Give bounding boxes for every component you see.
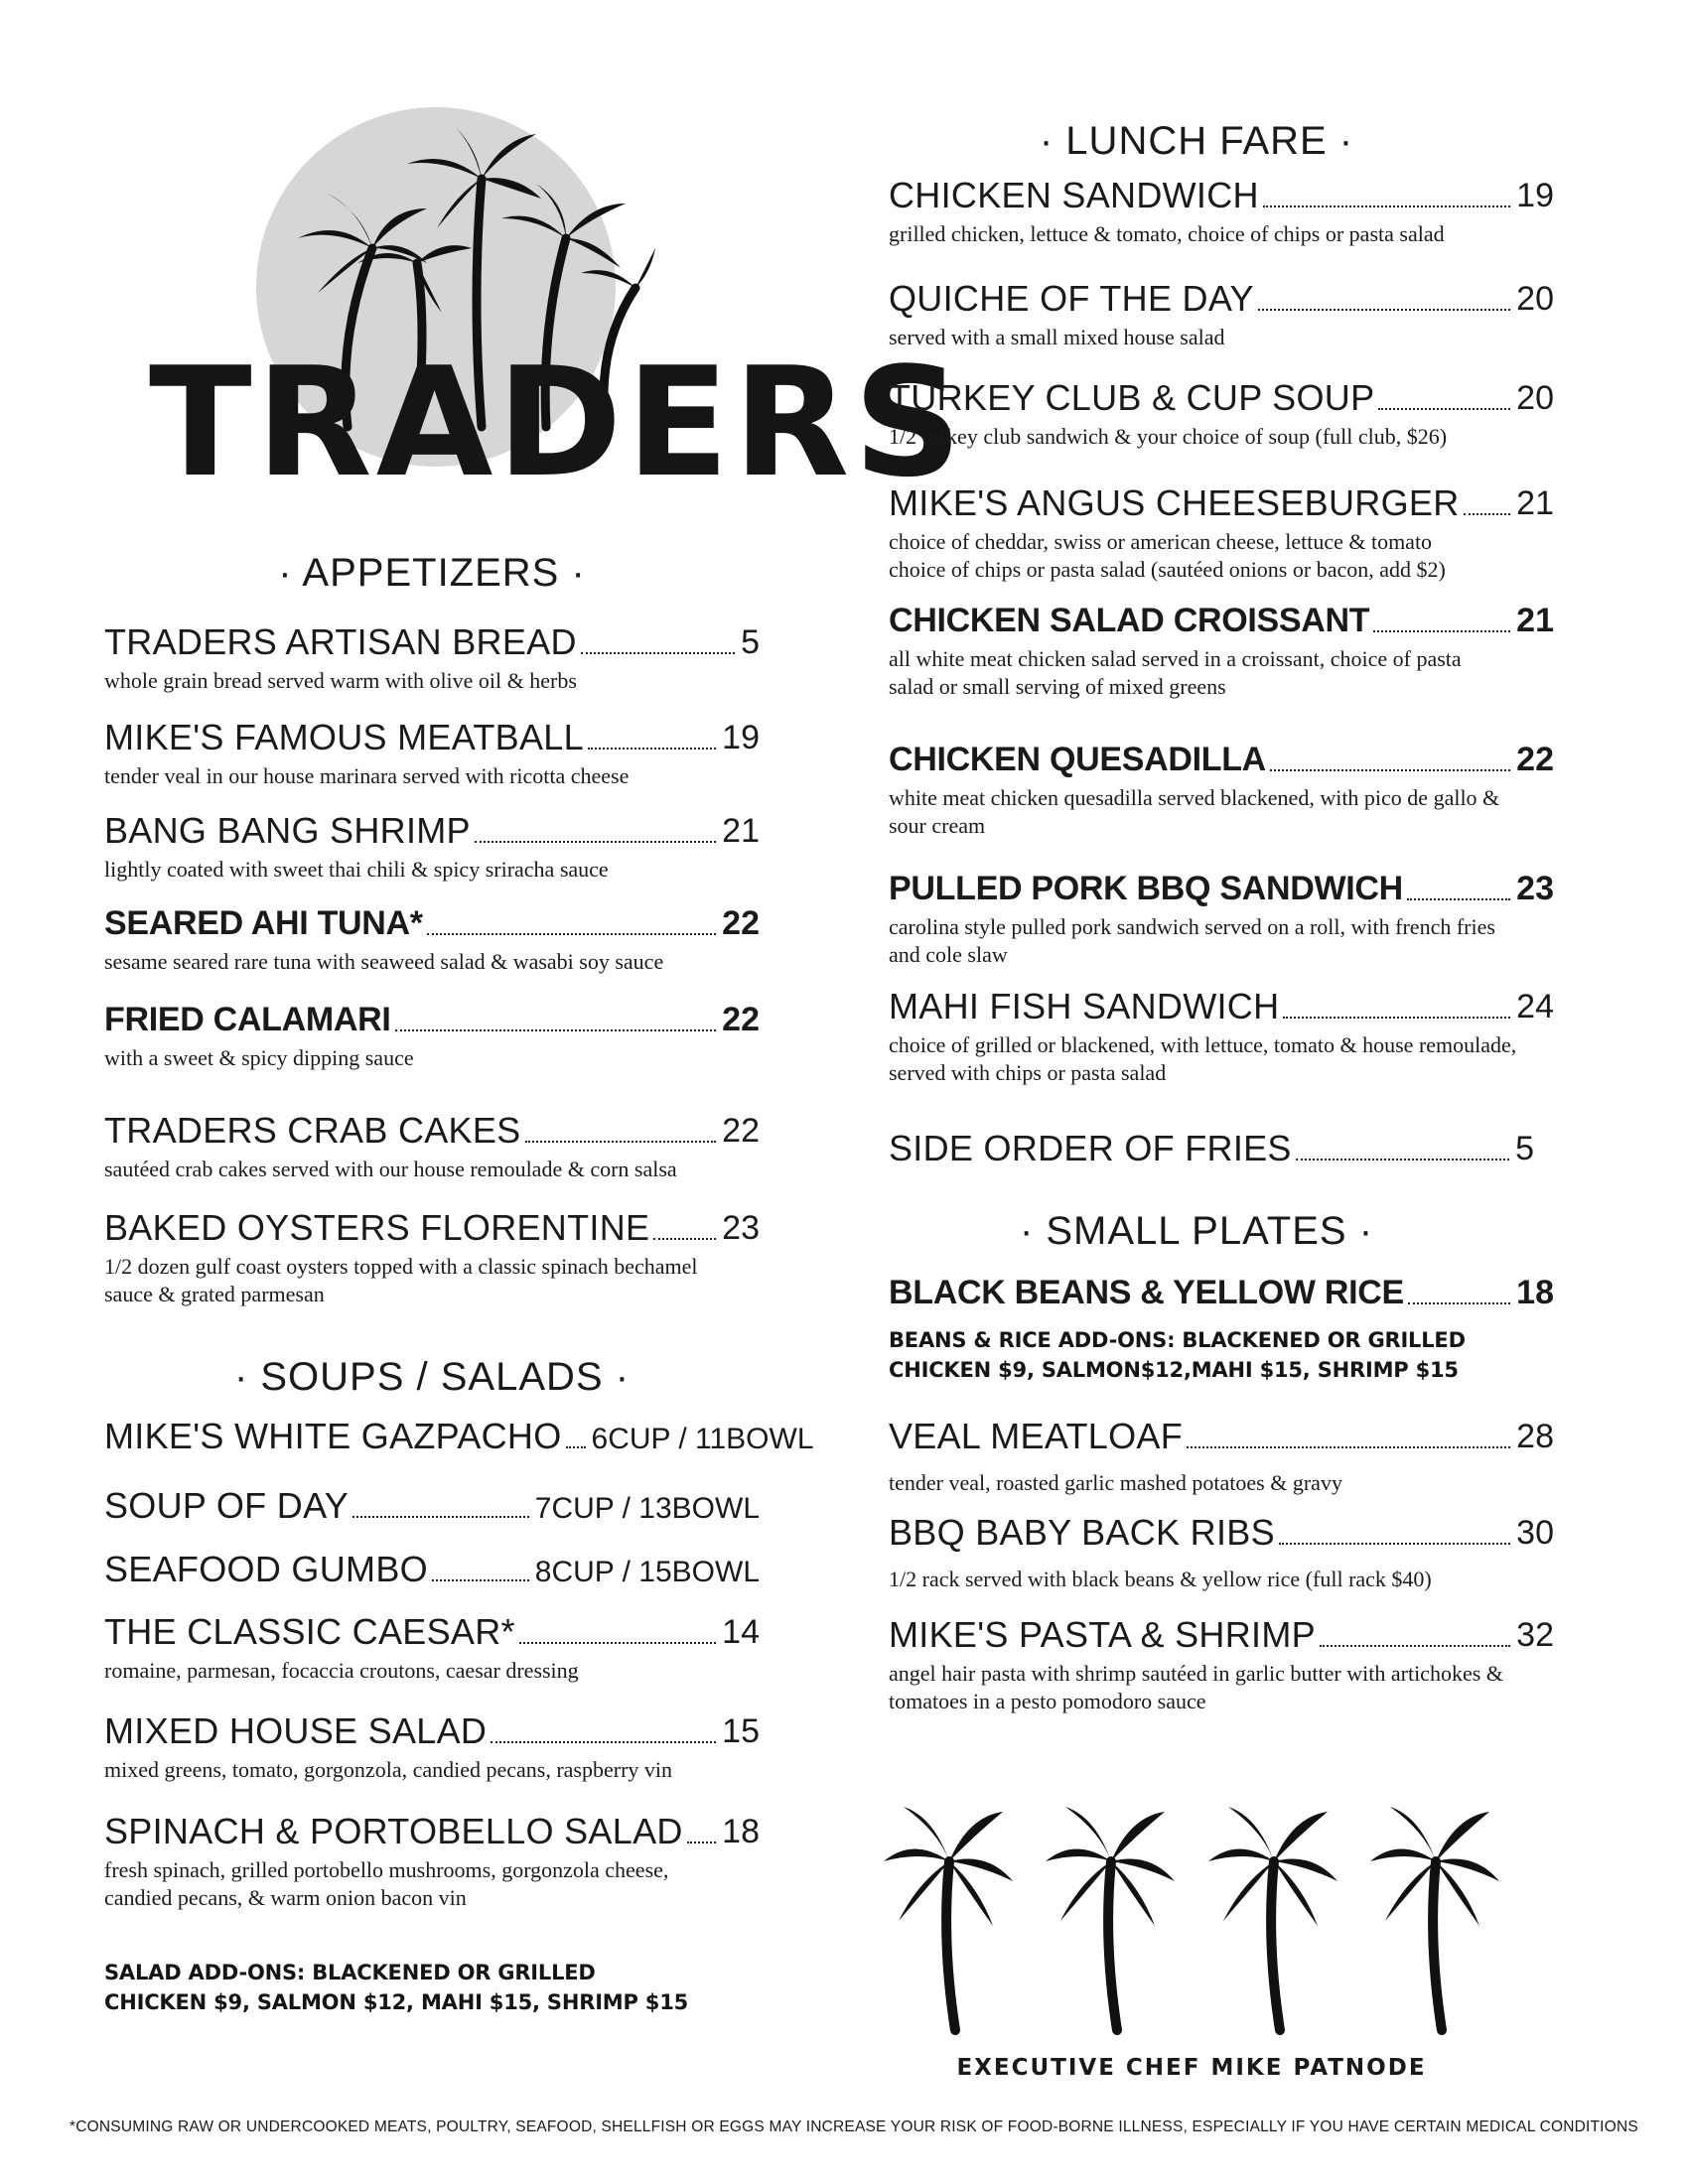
executive-chef-credit: EXECUTIVE CHEF MIKE PATNODE bbox=[956, 2055, 1427, 2081]
item-name: MIKE'S PASTA & SHRIMP bbox=[889, 1614, 1316, 1655]
item-name: CHICKEN SANDWICH bbox=[889, 175, 1259, 215]
item-description: whole grain bread served warm with olive oil & herbs bbox=[104, 667, 577, 693]
item-price: 22 bbox=[1516, 741, 1554, 778]
item-description: 1/2 rack served with black beans & yellow rice (full rack $40) bbox=[889, 1566, 1432, 1591]
item-description: 1/2 turkey club sandwich & your choice of soup (full club, $26) bbox=[889, 423, 1448, 449]
item-name: BBQ BABY BACK RIBS bbox=[889, 1512, 1275, 1553]
item-description: romaine, parmesan, focaccia croutons, caesar dressing bbox=[104, 1657, 579, 1683]
menu-item bbox=[889, 604, 1554, 701]
item-name: THE CLASSIC CAESAR* bbox=[104, 1611, 515, 1652]
menu-item bbox=[889, 1418, 1554, 1497]
food-safety-disclaimer: *CONSUMING RAW OR UNDERCOOKED MEATS, POULTRY, SEAFOOD, SHELLFISH OR EGGS MAY INCREASE YOUR RISK OF FOOD-BORNE ILLNESS, ESPECIALLY IF YOU HAVE CERTAIN MEDICAL CONDITIONS bbox=[70, 2118, 1638, 2135]
item-price: 22 bbox=[722, 1001, 760, 1038]
item-price: 15 bbox=[722, 1712, 760, 1751]
item-description: 1/2 dozen gulf coast oysters topped with a classic spinach bechamel sauce & grated parmesan bbox=[104, 1253, 698, 1306]
item-name: MIXED HOUSE SALAD bbox=[104, 1710, 488, 1751]
item-price: 28 bbox=[1516, 1418, 1554, 1456]
item-description: served with a small mixed house salad bbox=[889, 324, 1225, 349]
item-description: tender veal in our house marinara served with ricotta cheese bbox=[104, 762, 630, 788]
item-description: white meat chicken quesadilla served blackened, with pico de gallo & sour cream bbox=[889, 784, 1500, 838]
item-name: SOUP OF DAY bbox=[104, 1485, 350, 1526]
palm-tree-icon bbox=[1208, 1802, 1337, 2040]
beans-rice-addons: BEANS & RICE ADD-ONS: BLACKENED OR GRILLED CHICKEN $9, SALMON$12,MAHI $15, SHRIMP $15 bbox=[889, 1328, 1466, 1383]
item-description: lightly coated with sweet thai chili & spicy sriracha sauce bbox=[104, 856, 609, 882]
item-description: sesame seared rare tuna with seaweed salad & wasabi soy sauce bbox=[104, 948, 664, 974]
item-name: TRADERS CRAB CAKES bbox=[104, 1110, 521, 1151]
item-price: 19 bbox=[1516, 177, 1554, 215]
item-price: 32 bbox=[1516, 1616, 1554, 1655]
item-price: 20 bbox=[1516, 379, 1554, 418]
item-price: 5 bbox=[1515, 1130, 1534, 1168]
item-price: 23 bbox=[1516, 870, 1554, 907]
item-name: TURKEY CLUB & CUP SOUP bbox=[889, 377, 1375, 418]
palm-tree-icon bbox=[884, 1802, 1013, 2040]
menu-item bbox=[889, 280, 1554, 351]
menu-item bbox=[104, 906, 760, 976]
item-price: 30 bbox=[1516, 1514, 1554, 1553]
item-description: choice of chips or pasta salad (sautéed onions or bacon, add $2) bbox=[889, 556, 1446, 582]
item-price: 24 bbox=[1516, 988, 1554, 1026]
section-heading-soups-salads: · SOUPS / SALADS · bbox=[233, 1355, 631, 1399]
section-heading-lunch-fare: · LUNCH FARE · bbox=[1039, 119, 1354, 163]
brand-wordmark: TRADERS bbox=[149, 335, 966, 510]
menu-item bbox=[104, 1112, 760, 1183]
item-description: sautéed crab cakes served with our house remoulade & corn salsa bbox=[104, 1156, 677, 1181]
menu-item bbox=[889, 988, 1554, 1087]
menu-item bbox=[104, 1487, 760, 1525]
item-price: 18 bbox=[1516, 1274, 1554, 1311]
item-price: 21 bbox=[722, 812, 760, 851]
menu-item bbox=[889, 1130, 1534, 1167]
item-description: all white meat chicken salad served in a croissant, choice of pasta salad or small serving of mixed greens bbox=[889, 645, 1462, 699]
item-price: 18 bbox=[722, 1813, 760, 1851]
menu-item bbox=[889, 743, 1554, 840]
item-name: SPINACH & PORTOBELLO SALAD bbox=[104, 1811, 683, 1851]
item-price: 8CUP / 15BOWL bbox=[534, 1556, 760, 1589]
item-name: VEAL MEATLOAF bbox=[889, 1416, 1183, 1456]
salad-addons: SALAD ADD-ONS: BLACKENED OR GRILLED CHICKEN $9, SALMON $12, MAHI $15, SHRIMP $15 bbox=[104, 1961, 689, 2015]
item-price: 14 bbox=[722, 1613, 760, 1652]
item-description: tender veal, roasted garlic mashed potatoes & gravy bbox=[889, 1469, 1342, 1495]
menu-item bbox=[889, 484, 1554, 584]
item-name: CHICKEN QUESADILLA bbox=[889, 741, 1266, 778]
menu-item bbox=[104, 1712, 760, 1784]
item-description: angel hair pasta with shrimp sautéed in garlic butter with artichokes & tomatoes in a pesto pomodoro sauce bbox=[889, 1660, 1503, 1713]
menu-item bbox=[104, 1003, 760, 1072]
section-heading-small-plates: · SMALL PLATES · bbox=[1019, 1209, 1374, 1253]
item-name: MIKE'S FAMOUS MEATBALL bbox=[104, 717, 584, 757]
item-price: 22 bbox=[722, 904, 760, 942]
palm-tree-icon bbox=[1370, 1802, 1499, 2040]
item-price: 21 bbox=[1516, 602, 1554, 639]
item-name: QUICHE OF THE DAY bbox=[889, 278, 1254, 319]
menu-item bbox=[104, 1813, 760, 1912]
item-price: 19 bbox=[722, 719, 760, 757]
item-name: SEARED AHI TUNA* bbox=[104, 904, 423, 942]
palm-tree-icon bbox=[1046, 1802, 1175, 2040]
menu-item bbox=[889, 872, 1554, 969]
item-price: 22 bbox=[722, 1112, 760, 1151]
item-description: choice of cheddar, swiss or american cheese, lettuce & tomato bbox=[889, 528, 1433, 554]
menu-item bbox=[889, 1514, 1554, 1593]
item-name: MIKE'S WHITE GAZPACHO bbox=[104, 1416, 562, 1456]
menu-item bbox=[104, 623, 760, 695]
item-price: 7CUP / 13BOWL bbox=[534, 1492, 760, 1526]
item-price: 6CUP / 11BOWL bbox=[591, 1423, 814, 1456]
item-description: fresh spinach, grilled portobello mushrooms, gorgonzola cheese, candied pecans, & warm onion bacon vin bbox=[104, 1856, 669, 1910]
item-name: FRIED CALAMARI bbox=[104, 1001, 391, 1038]
item-description: with a sweet & spicy dipping sauce bbox=[104, 1044, 414, 1070]
menu-item bbox=[104, 719, 760, 790]
item-name: PULLED PORK BBQ SANDWICH bbox=[889, 870, 1403, 907]
item-description: grilled chicken, lettuce & tomato, choice of chips or pasta salad bbox=[889, 220, 1445, 246]
item-name: SIDE ORDER OF FRIES bbox=[889, 1128, 1292, 1168]
menu-item bbox=[104, 1209, 760, 1308]
item-name: TRADERS ARTISAN BREAD bbox=[104, 621, 577, 662]
menu-item bbox=[104, 1613, 760, 1685]
palm-trees-row bbox=[884, 1802, 1499, 2040]
item-name: SEAFOOD GUMBO bbox=[104, 1549, 428, 1589]
menu-item bbox=[889, 177, 1554, 248]
item-price: 21 bbox=[1516, 484, 1554, 523]
item-price: 5 bbox=[741, 623, 760, 662]
section-heading-appetizers: · APPETIZERS · bbox=[278, 551, 586, 595]
menu-item bbox=[889, 1616, 1554, 1715]
item-description: mixed greens, tomato, gorgonzola, candied pecans, raspberry vin bbox=[104, 1756, 673, 1782]
item-name: MAHI FISH SANDWICH bbox=[889, 986, 1280, 1026]
menu-item bbox=[889, 379, 1554, 451]
item-description: choice of grilled or blackened, with lettuce, tomato & house remoulade, served with chips or pasta salad bbox=[889, 1031, 1517, 1085]
item-price: 23 bbox=[722, 1209, 760, 1248]
item-name: MIKE'S ANGUS CHEESEBURGER bbox=[889, 482, 1460, 523]
item-name: CHICKEN SALAD CROISSANT bbox=[889, 602, 1370, 639]
traders-logo bbox=[139, 79, 966, 516]
menu-item bbox=[889, 1276, 1554, 1311]
menu-item bbox=[104, 812, 760, 884]
item-name: BLACK BEANS & YELLOW RICE bbox=[889, 1274, 1404, 1311]
menu-item bbox=[104, 1416, 814, 1456]
item-name: BANG BANG SHRIMP bbox=[104, 810, 471, 851]
item-name: BAKED OYSTERS FLORENTINE bbox=[104, 1207, 650, 1248]
item-description: carolina style pulled pork sandwich served on a roll, with french fries and cole slaw bbox=[889, 913, 1495, 967]
menu-item bbox=[104, 1551, 760, 1588]
item-price: 20 bbox=[1516, 280, 1554, 319]
